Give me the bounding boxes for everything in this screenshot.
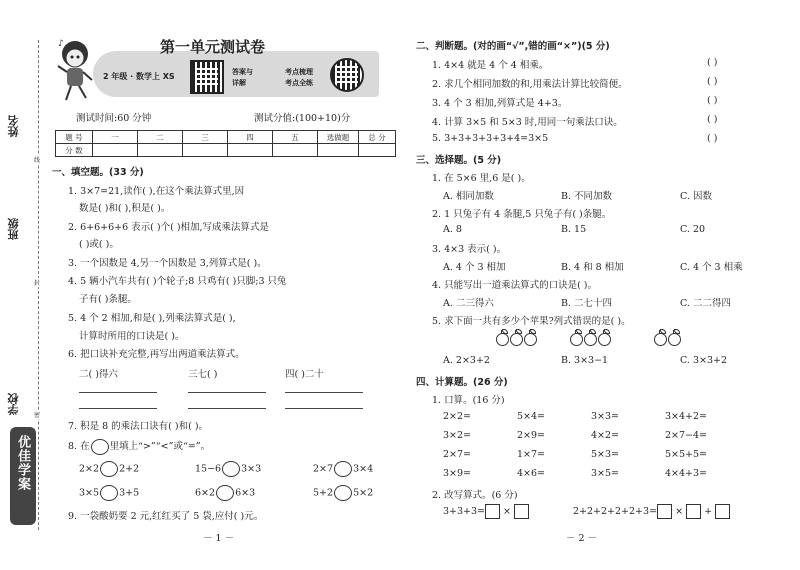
apple-group-icon <box>496 333 538 349</box>
choice-option[interactable]: A. 2×3+2 <box>443 355 490 366</box>
grade-label: 2 年级 · 数学上 XS <box>103 72 175 81</box>
question-text: 9. 一袋酸奶要 2 元,红红买了 5 袋,应付( )元。 <box>68 511 264 522</box>
qr-code-icon[interactable] <box>190 60 224 94</box>
score-header: 四 <box>228 131 273 144</box>
fill-item: 三七( ) <box>188 369 218 380</box>
answer-paren[interactable]: ( ) <box>707 76 718 87</box>
brand-logo: 优佳学案 <box>10 427 36 525</box>
section-heading: 四、计算题。(26 分) <box>416 377 508 388</box>
binding-margin <box>0 0 44 570</box>
compare-item: 2×7 3×4 <box>313 461 373 477</box>
judge-item: 5. 3+3+3+3+3+4=3×5 <box>432 133 549 144</box>
calc-item[interactable]: 3×2= <box>443 430 472 441</box>
section-heading: 一、填空题。(33 分) <box>52 167 144 178</box>
question-text: 5. 4 个 2 相加,和是( ),列乘法算式是( ), <box>68 313 236 324</box>
rewrite-item: 2+2+2+2+2+3= × + <box>573 504 730 519</box>
question-text: 数是( )和( ),积是( )。 <box>79 203 171 214</box>
score-header: 题 号 <box>56 131 93 144</box>
apple-group-icon <box>570 333 612 349</box>
choice-option[interactable]: C. 20 <box>680 224 706 235</box>
question-text: 6. 把口诀补充完整,再写出两道乘法算式。 <box>68 349 245 360</box>
compare-item: 2×2 2+2 <box>79 461 139 477</box>
page-number: － 2 － <box>566 533 598 544</box>
calc-item[interactable]: 2×7= <box>443 449 472 460</box>
choice-option[interactable]: B. 4 和 8 相加 <box>561 262 624 273</box>
answer-line[interactable] <box>188 408 266 409</box>
calc-item[interactable]: 2×7−4= <box>665 430 708 441</box>
compare-item: 15−6 3×3 <box>195 461 261 477</box>
calc-item[interactable]: 4×4+3= <box>665 468 708 479</box>
calc-item[interactable]: 3×9= <box>443 468 472 479</box>
rewrite-item: 3+3+3= × <box>443 504 529 519</box>
score-header: 一 <box>93 131 138 144</box>
qr-code-icon[interactable] <box>330 58 364 92</box>
fill-item: 四( )二十 <box>285 369 324 380</box>
choice-question: 1. 在 5×6 里,6 是( )。 <box>432 173 531 184</box>
score-header: 五 <box>273 131 318 144</box>
cut-word: 封 <box>34 280 41 287</box>
calc-item[interactable]: 1×7= <box>517 449 546 460</box>
question-text: 子有( )条腿。 <box>79 294 137 305</box>
answer-box[interactable] <box>485 504 500 519</box>
calc-item[interactable]: 3×4+2= <box>665 411 708 422</box>
answer-box[interactable] <box>514 504 529 519</box>
compare-circle[interactable] <box>100 461 118 477</box>
question-text: ( )或( )。 <box>79 239 119 250</box>
fill-item: 二( )得六 <box>79 369 118 380</box>
answer-box[interactable] <box>715 504 730 519</box>
answer-paren[interactable]: ( ) <box>707 57 718 68</box>
answer-line[interactable] <box>188 392 266 393</box>
score-cell[interactable] <box>228 144 273 157</box>
question-text: 计算时所用的口诀是( )。 <box>79 331 185 342</box>
choice-question: 3. 4×3 表示( )。 <box>432 244 507 255</box>
choice-option[interactable]: B. 不同加数 <box>561 191 613 202</box>
question-text: 7. 积是 8 的乘法口诀有( )和( )。 <box>68 421 209 432</box>
choice-option[interactable]: B. 3×3−1 <box>561 355 609 366</box>
school-label: 学校 <box>7 393 20 415</box>
score-cell[interactable] <box>273 144 318 157</box>
subsection-heading: 2. 改写算式。(6 分) <box>432 490 518 501</box>
calc-item[interactable]: 5×4= <box>517 411 546 422</box>
calc-item[interactable]: 4×2= <box>591 430 620 441</box>
compare-circle[interactable] <box>100 485 118 501</box>
calc-item[interactable]: 5×5+5= <box>665 449 708 460</box>
choice-option[interactable]: C. 因数 <box>680 191 712 202</box>
answer-line[interactable] <box>79 392 157 393</box>
cartoon-girl-illustration <box>52 36 98 106</box>
answer-line[interactable] <box>79 408 157 409</box>
question-text: 1. 3×7=21,读作( ),在这个乘法算式里,因 <box>68 186 245 197</box>
choice-option[interactable]: C. 3×3+2 <box>680 355 728 366</box>
test-score: 测试分值:(100+10)分 <box>254 113 351 124</box>
choice-option[interactable]: A. 8 <box>443 224 462 235</box>
compare-circle[interactable] <box>216 485 234 501</box>
compare-circle[interactable] <box>334 461 352 477</box>
question-text: 2. 6+6+6+6 表示( )个( )相加,写成乘法算式是 <box>68 222 270 233</box>
answer-paren[interactable]: ( ) <box>707 114 718 125</box>
answer-paren[interactable]: ( ) <box>707 95 718 106</box>
answer-box[interactable] <box>686 504 701 519</box>
apple-group-icon <box>654 333 682 349</box>
svg-text:♪: ♪ <box>58 39 64 49</box>
question-text: 4. 5 辆小汽车共有( )个轮子;8 只鸡有( )只脚;3 只兔 <box>68 276 287 287</box>
name-label: 姓名 <box>7 115 20 137</box>
cut-word: 线 <box>34 157 41 164</box>
score-cell[interactable] <box>183 144 228 157</box>
choice-question: 5. 求下面一共有多少个苹果?列式错误的是( )。 <box>432 316 631 327</box>
judge-item: 3. 4 个 3 相加,列算式是 4+3。 <box>432 98 568 109</box>
answer-line[interactable] <box>285 392 363 393</box>
score-header: 二 <box>138 131 183 144</box>
compare-circle[interactable] <box>91 439 109 455</box>
class-label: 班级 <box>7 218 20 240</box>
page-number: － 1 － <box>203 533 235 544</box>
choice-option[interactable]: A. 4 个 3 相加 <box>443 262 506 273</box>
score-cell[interactable] <box>359 144 396 157</box>
answer-paren[interactable]: ( ) <box>707 133 718 144</box>
choice-option[interactable]: B. 二七十四 <box>561 298 613 309</box>
compare-circle[interactable] <box>222 461 240 477</box>
question-text: 3. 一个因数是 4,另一个因数是 3,列算式是( )。 <box>68 258 267 269</box>
question-text: 8. 在 里填上“>”“<”或“=”。 <box>68 438 210 455</box>
calc-item[interactable]: 4×6= <box>517 468 546 479</box>
choice-option[interactable]: C. 二二得四 <box>680 298 731 309</box>
answer-note: 答案与 详解 <box>232 68 253 87</box>
judge-item: 2. 求几个相同加数的和,用乘法计算比较简便。 <box>432 79 628 90</box>
choice-option[interactable]: A. 相同加数 <box>443 191 494 202</box>
review-note: 考点梳理 考点全练 <box>285 68 313 87</box>
choice-option[interactable]: B. 15 <box>561 224 587 235</box>
cut-word: 密 <box>34 412 41 419</box>
compare-item: 3×5 3+5 <box>79 485 139 501</box>
judge-item: 4. 计算 3×5 和 5×3 时,用同一句乘法口诀。 <box>432 117 623 128</box>
test-time: 测试时间:60 分钟 <box>76 113 152 124</box>
calc-item[interactable]: 3×5= <box>591 468 620 479</box>
score-cell[interactable] <box>318 144 359 157</box>
calc-item[interactable]: 3×3= <box>591 411 620 422</box>
compare-item: 5+2 5×2 <box>313 485 373 501</box>
score-cell[interactable] <box>93 144 138 157</box>
choice-question: 4. 只能写出一道乘法算式的口诀是( )。 <box>432 280 598 291</box>
compare-circle[interactable] <box>334 485 352 501</box>
calc-item[interactable]: 2×2= <box>443 411 472 422</box>
calc-item[interactable]: 5×3= <box>591 449 620 460</box>
score-row-label: 分 数 <box>56 144 93 157</box>
score-table <box>55 130 396 157</box>
score-header: 总 分 <box>359 131 396 144</box>
section-heading: 二、判断题。(对的画“√”,错的画“×”)(5 分) <box>416 41 610 52</box>
section-heading: 三、选择题。(5 分) <box>416 155 502 166</box>
score-header: 三 <box>183 131 228 144</box>
answer-line[interactable] <box>285 408 363 409</box>
judge-item: 1. 4×4 就是 4 个 4 相乘。 <box>432 60 549 71</box>
page-title: 第一单元测试卷 <box>160 38 266 56</box>
calc-item[interactable]: 2×9= <box>517 430 546 441</box>
subsection-heading: 1. 口算。(16 分) <box>432 395 505 406</box>
compare-item: 6×2 6×3 <box>195 485 255 501</box>
score-header: 选做题 <box>318 131 359 144</box>
choice-option[interactable]: C. 4 个 3 相乘 <box>680 262 743 273</box>
choice-question: 2. 1 只兔子有 4 条腿,5 只兔子有( )条腿。 <box>432 209 612 220</box>
answer-box[interactable] <box>657 504 672 519</box>
score-cell[interactable] <box>138 144 183 157</box>
choice-option[interactable]: A. 二三得六 <box>443 298 494 309</box>
